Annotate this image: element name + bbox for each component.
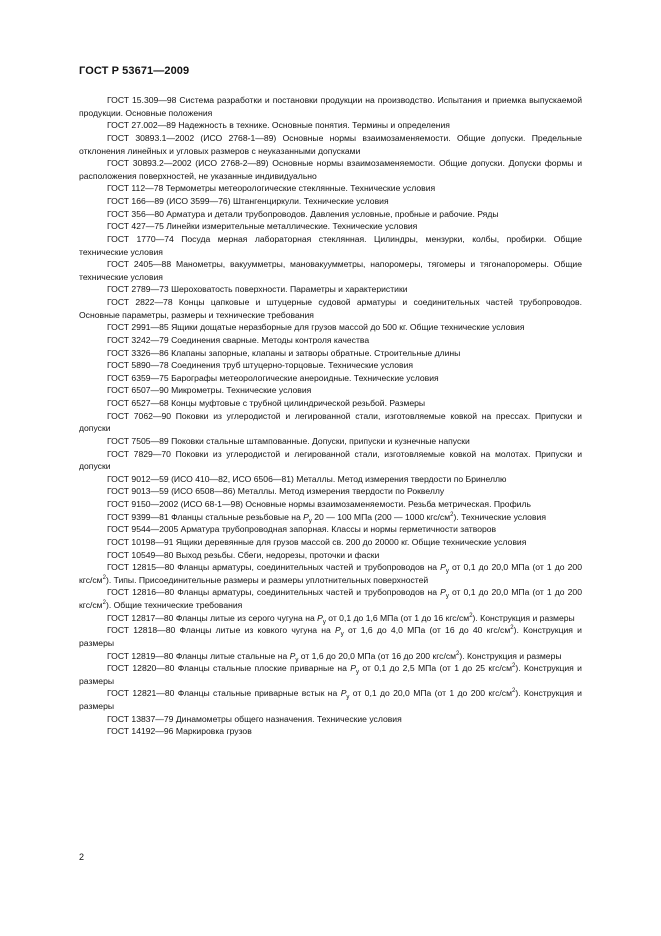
page-number: 2	[79, 852, 85, 862]
reference-entry: ГОСТ 2405—88 Манометры, вакуумметры, мановакуумметры, напоромеры, тягомеры и тягонапоромеры. Общие технические условия	[79, 259, 582, 282]
entry-text: 20 — 100 МПа (200 — 1000 кгс/см	[311, 511, 451, 522]
entry-text: от 0,1 до 20,0 МПа (от 1 до 200 кгс/см	[79, 587, 582, 610]
reference-entry: ГОСТ 112—78 Термометры метеорологические стеклянные. Технические условия	[107, 183, 436, 194]
reference-entry: ГОСТ 27.002—89 Надежность в технике. Основные понятия. Термины и определения	[107, 120, 450, 131]
pressure-subscript: у	[340, 631, 344, 638]
reference-entry: ГОСТ 7505—89 Поковки стальные штампованные. Допуски, припуски и кузнечные напуски	[107, 435, 470, 446]
reference-entry	[79, 662, 582, 687]
reference-entry: ГОСТ 3326—86 Клапаны запорные, клапаны и затворы обратные. Строительные длины	[107, 347, 461, 358]
entry-text: ГОСТ 12819—80 Фланцы литые стальные на	[107, 650, 290, 661]
entry-text: от 0,1 до 20,0 МПа (от 1 до 200 кгс/см	[79, 562, 582, 585]
pressure-subscript: у	[346, 695, 350, 702]
reference-entry: ГОСТ 30893.2—2002 (ИСО 2768-2—89) Основные нормы взаимозаменяемости. Общие допуски. Допуски формы и расположения поверхностей, не указанные индивидуально	[79, 158, 582, 181]
reference-entry: ГОСТ 427—75 Линейки измерительные металлические. Технические условия	[107, 221, 418, 232]
reference-entry: ГОСТ 15.309—98 Система разработки и постановки продукции на производство. Испытания и приемка выпускаемой продукции. Основные положения	[79, 95, 582, 118]
unit-superscript: 2	[469, 612, 473, 619]
entry-text: ). Конструкция и размеры	[459, 650, 562, 661]
reference-entry	[79, 612, 582, 625]
pressure-symbol: P	[335, 625, 341, 636]
unit-superscript: 2	[456, 650, 460, 657]
pressure-symbol: P	[303, 511, 309, 522]
reference-entry: ГОСТ 356—80 Арматура и детали трубопроводов. Давления условные, пробные и рабочие. Ряды	[107, 208, 499, 219]
entry-text: от 1,6 до 20,0 МПа (от 16 до 200 кгс/см	[298, 650, 457, 661]
pressure-subscript: у	[322, 619, 326, 626]
reference-entry: ГОСТ 9150—2002 (ИСО 68-1—98) Основные нормы взаимозаменяемости. Резьба метрическая. Профиль	[107, 499, 531, 509]
entry-text: ). Конструкция и размеры	[79, 688, 582, 711]
pressure-symbol: P	[350, 663, 356, 674]
reference-entry: ГОСТ 9012—59 (ИСО 410—82, ИСО 6506—81) Металлы. Метод измерения твердости по Бринеллю	[107, 473, 507, 484]
entry-text: от 0,1 до 20,0 МПа (от 1 до 200 кгс/см	[349, 688, 512, 699]
reference-entry	[79, 624, 582, 649]
entry-text: ГОСТ 12818—80 Фланцы литые из ковкого чугуна на	[107, 625, 336, 636]
unit-superscript: 2	[102, 574, 106, 581]
entry-text: ). Конструкция и размеры	[79, 663, 582, 686]
entry-text: ГОСТ 12821—80 Фланцы стальные приварные встык на	[107, 688, 341, 699]
unit-superscript: 2	[512, 663, 516, 670]
pressure-symbol: P	[440, 562, 446, 573]
document-header: ГОСТ Р 53671—2009	[79, 65, 190, 77]
entry-text: ). Общие технические требования	[105, 600, 243, 610]
reference-entry: ГОСТ 14192—96 Маркировка грузов	[107, 726, 252, 737]
reference-entry: ГОСТ 10198—91 Ящики деревянные для грузов массой св. 200 до 20000 кг. Общие технические условия	[107, 536, 527, 547]
entry-text: ). Технические условия	[453, 511, 546, 522]
reference-entry: ГОСТ 6507—90 Микрометры. Технические условия	[107, 385, 312, 396]
pressure-symbol: P	[340, 688, 347, 699]
pressure-subscript: у	[445, 594, 449, 601]
reference-entry: ГОСТ 2789—73 Шероховатость поверхности. Параметры и характеристики	[107, 284, 408, 295]
entry-text: от 0,1 до 2,5 МПа (от 1 до 25 кгс/см	[358, 663, 512, 674]
pressure-subscript: у	[355, 669, 359, 676]
pressure-subscript: у	[445, 568, 449, 575]
reference-entry: ГОСТ 10549—80 Выход резьбы. Сбеги, недорезы, проточки и фаски	[107, 549, 380, 560]
pressure-symbol: P	[289, 650, 296, 661]
reference-entry: ГОСТ 7062—90 Поковки из углеродистой и легированной стали, изготовляемые ковкой на прессах. Припуски и допуски	[79, 410, 582, 434]
reference-entry: ГОСТ 5890—78 Соединения труб штуцерно-торцовые. Технические условия	[107, 360, 414, 371]
reference-entry: ГОСТ 2991—85 Ящики дощатые неразборные для грузов массой до 500 кг. Общие технические условия	[107, 322, 525, 333]
reference-entry	[79, 650, 582, 663]
entry-text: ). Конструкция и размеры	[79, 625, 582, 648]
pressure-symbol: P	[440, 587, 446, 598]
unit-superscript: 2	[510, 625, 514, 632]
entry-text: от 0,1 до 1,6 МПа (от 1 до 16 кгс/см	[325, 612, 470, 623]
reference-entry: ГОСТ 166—89 (ИСО 3599—76) Штангенциркули. Технические условия	[107, 196, 389, 206]
reference-entry: ГОСТ 3242—79 Соединения сварные. Методы контроля качества	[107, 334, 370, 345]
unit-superscript: 2	[511, 688, 516, 695]
unit-superscript: 2	[102, 600, 106, 607]
entry-text: ГОСТ 12815—80 Фланцы арматуры, соединительных частей и трубопроводов на	[107, 562, 441, 573]
reference-entry: ГОСТ 6527—68 Концы муфтовые с трубной цилиндрической резьбой. Размеры	[107, 398, 426, 408]
reference-entry: ГОСТ 9013—59 (ИСО 6508—86) Металлы. Метод измерения твердости по Роквеллу	[107, 486, 445, 497]
entry-text: ). Типы. Присоединительные размеры и размеры уплотнительных поверхностей	[105, 574, 429, 585]
entry-text: ГОСТ 12816—80 Фланцы арматуры, соединительных частей и трубопроводов на	[107, 587, 441, 598]
reference-entry: ГОСТ 9544—2005 Арматура трубопроводная запорная. Классы и нормы герметичности затворов	[107, 524, 497, 535]
unit-superscript: 2	[450, 511, 454, 518]
reference-entry	[79, 687, 582, 712]
entry-text: ГОСТ 12820—80 Фланцы стальные плоские приварные на	[107, 663, 351, 674]
references-list	[79, 94, 582, 738]
pressure-subscript: у	[308, 518, 312, 525]
reference-entry: ГОСТ 6359—75 Барографы метеорологические анероидные. Технические условия	[107, 372, 439, 383]
pressure-subscript: у	[295, 657, 299, 664]
entry-text: от 1,6 до 4,0 МПа (от 16 до 40 кгс/см	[343, 625, 511, 636]
reference-entry: ГОСТ 7829—70 Поковки из углеродистой и легированной стали, изготовляемые ковкой на молотах. Припуски и допуски	[79, 448, 582, 472]
entry-text: ГОСТ 12817—80 Фланцы литые из серого чугуна на	[107, 612, 318, 623]
entry-text: ). Конструкция и размеры	[472, 612, 575, 623]
reference-entry: ГОСТ 30893.1—2002 (ИСО 2768-1—89) Основные нормы взаимозаменяемости. Общие допуски. Предельные отклонения линейных и угловых размеров с неуказанными допусками	[79, 132, 582, 156]
entry-text: ГОСТ 9399—81 Фланцы стальные резьбовые на	[107, 511, 304, 522]
reference-entry: ГОСТ 13837—79 Динамометры общего назначения. Технические условия	[107, 713, 402, 724]
reference-entry	[79, 586, 582, 611]
reference-entry	[79, 511, 582, 524]
reference-entry: ГОСТ 2822—78 Концы цапковые и штуцерные судовой арматуры и соединительных частей трубопроводов. Основные параметры, размеры и технические требования	[79, 297, 582, 320]
pressure-symbol: P	[317, 612, 323, 623]
reference-entry: ГОСТ 1770—74 Посуда мерная лабораторная стеклянная. Цилиндры, мензурки, колбы, пробирки. Общие технические условия	[79, 233, 582, 257]
reference-entry	[79, 561, 582, 586]
